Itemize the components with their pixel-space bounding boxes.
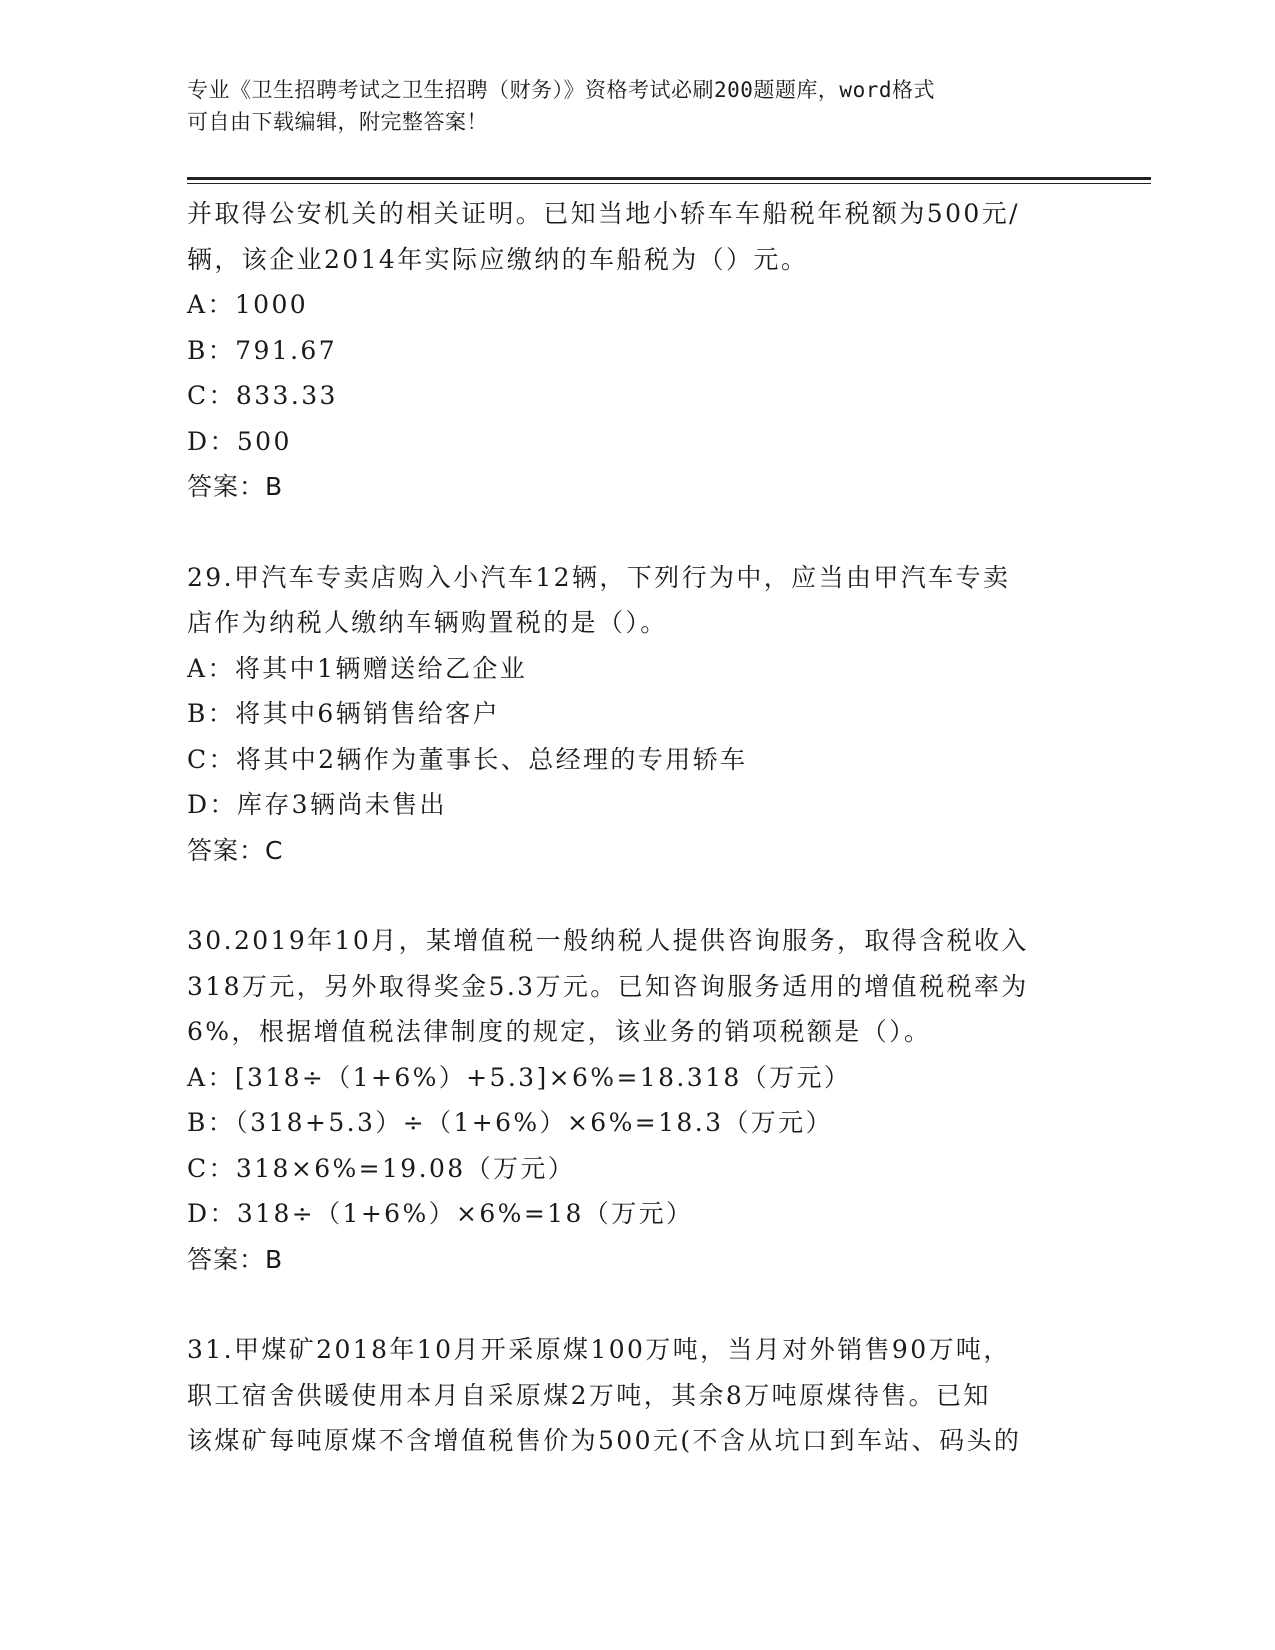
- page-header: [187, 74, 1087, 138]
- question-spacer: [187, 510, 1087, 555]
- question-spacer: [187, 873, 1087, 918]
- question-text-line: 该煤矿每吨原煤不含增值税售价为500元(不含从坑口到车站、码头的: [187, 1426, 1022, 1455]
- question-text-line: 店作为纳税人缴纳车辆购置税的是（）。: [187, 608, 668, 637]
- question-text-line: 29.甲汽车专卖店购入小汽车12辆，下列行为中，应当由甲汽车专卖: [187, 562, 1011, 592]
- answer-line: 答案：B: [187, 1244, 284, 1274]
- option-c: C：833.33: [187, 381, 338, 410]
- question-text-line: 职工宿舍供暖使用本月自采原煤2万吨，其余8万吨原煤待售。已知: [187, 1380, 991, 1410]
- option-d: D：库存3辆尚未售出: [187, 790, 447, 819]
- option-c: C：将其中2辆作为董事长、总经理的专用轿车: [187, 744, 748, 774]
- question-29: [187, 555, 1087, 874]
- question-text-line: 6%，根据增值税法律制度的规定，该业务的销项税额是（）。: [187, 1017, 932, 1046]
- question-continuation: [187, 191, 1087, 510]
- option-b: B：将其中6辆销售给客户: [187, 699, 501, 728]
- header-rule-thin: [187, 183, 1151, 184]
- question-30: [187, 918, 1087, 1282]
- header-line-2: 可自由下载编辑，附完整答案！: [187, 110, 488, 134]
- answer-line: 答案：C: [187, 835, 284, 865]
- header-rule-thick: [187, 177, 1151, 180]
- question-text-line: 318万元，另外取得奖金5.3万元。已知咨询服务适用的增值税税率为: [187, 971, 1029, 1001]
- option-d: D：318÷（1+6%）×6%=18（万元）: [187, 1199, 694, 1228]
- question-31: [187, 1327, 1087, 1464]
- question-text-line: 并取得公安机关的相关证明。已知当地小轿车车船税年税额为500元/: [187, 199, 1020, 228]
- question-text-line: 31.甲煤矿2018年10月开采原煤100万吨，当月对外销售90万吨，: [187, 1335, 1011, 1364]
- answer-line: 答案：B: [187, 472, 284, 501]
- question-text-line: 辆，该企业2014年实际应缴纳的车船税为（）元。: [187, 244, 809, 274]
- option-a: A：[318÷（1+6%）+5.3]×6%=18.318（万元）: [187, 1062, 852, 1092]
- document-body: [187, 191, 1087, 1464]
- question-spacer: [187, 1282, 1087, 1327]
- option-b: B：（318+5.3）÷（1+6%）×6%=18.3（万元）: [187, 1108, 833, 1137]
- option-d: D：500: [187, 426, 292, 456]
- option-a: A：将其中1辆赠送给乙企业: [187, 653, 528, 683]
- option-c: C：318×6%=19.08（万元）: [187, 1153, 576, 1183]
- question-text-line: 30.2019年10月，某增值税一般纳税人提供咨询服务，取得含税收入: [187, 926, 1029, 955]
- option-a: A：1000: [187, 290, 309, 319]
- header-line-1: 专业《卫生招聘考试之卫生招聘（财务）》资格考试必刷200题题库，word格式: [187, 78, 935, 102]
- option-b: B：791.67: [187, 335, 338, 365]
